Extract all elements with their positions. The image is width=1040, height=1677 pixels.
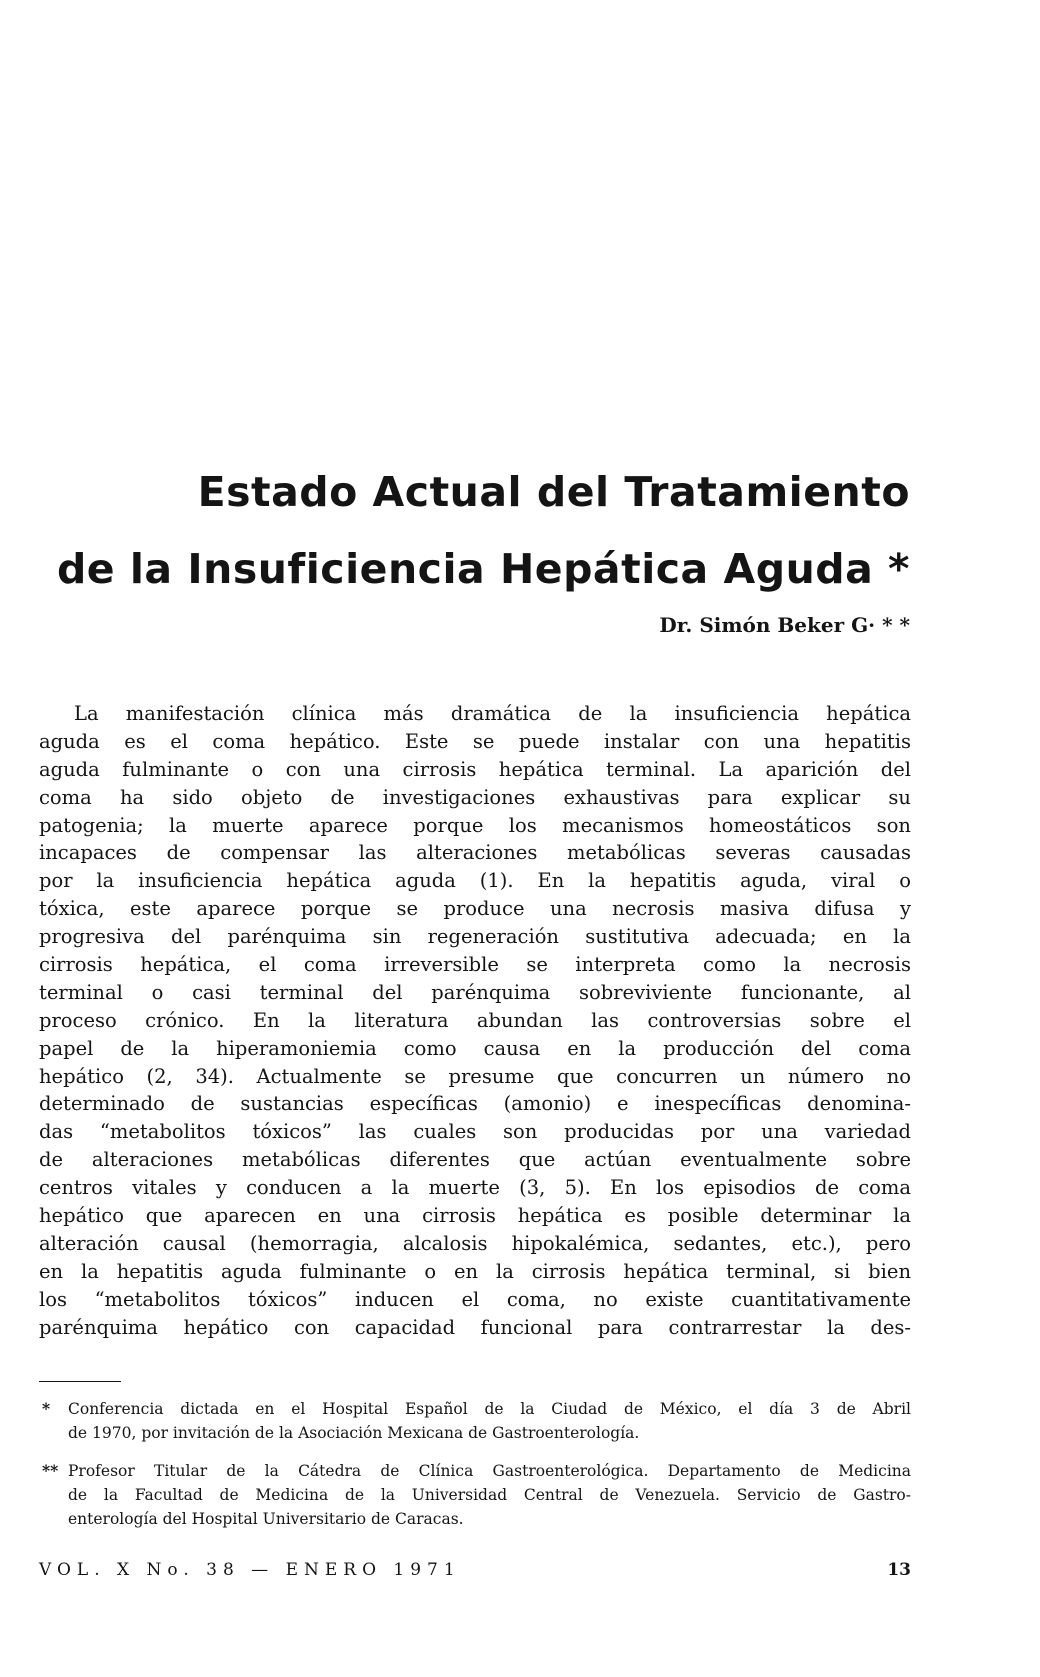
- body-line: parénquima hepático con capacidad funcional para contrarrestar la des-: [39, 1315, 911, 1339]
- body-line: hepático (2, 34). Actualmente se presume que concurren un número no: [39, 1064, 911, 1088]
- article-author: Dr. Simón Beker G· * *: [659, 613, 910, 637]
- footnote-line: Conferencia dictada en el Hospital Español de la Ciudad de México, el día 3 de Abril: [68, 1400, 911, 1418]
- body-line: en la hepatitis aguda fulminante o en la cirrosis hepática terminal, si bien: [39, 1259, 911, 1283]
- footnote-line: Profesor Titular de la Cátedra de Clínica Gastroenterológica. Departamento de Medicina: [68, 1462, 911, 1480]
- body-line: das “metabolitos tóxicos” las cuales son producidas por una variedad: [39, 1120, 911, 1144]
- journal-volume-info: VOL. X No. 38 — ENERO 1971: [39, 1560, 461, 1580]
- body-line: determinado de sustancias específicas (amonio) e inespecíficas denomina-: [39, 1092, 911, 1116]
- footnote-marker: **: [42, 1461, 59, 1480]
- body-line: coma ha sido objeto de investigaciones exhaustivas para explicar su: [39, 785, 911, 809]
- footnote-line: de 1970, por invitación de la Asociación Mexicana de Gastroenterología.: [68, 1424, 640, 1442]
- article-title-line-2: de la Insuficiencia Hepática Aguda *: [56, 545, 910, 593]
- footnote-line: de la Facultad de Medicina de la Universidad Central de Venezuela. Servicio de Gastro-: [68, 1486, 911, 1504]
- article-body: [39, 700, 911, 1341]
- footnote-2: [39, 1459, 911, 1531]
- body-line: La manifestación clínica más dramática de la insuficiencia hepática: [74, 702, 911, 725]
- body-line: progresiva del parénquima sin regeneración sustitutiva adecuada; en la: [39, 925, 911, 949]
- body-line: terminal o casi terminal del parénquima sobreviviente funcionante, al: [39, 980, 911, 1004]
- body-line: de alteraciones metabólicas diferentes que actúan eventualmente sobre: [39, 1148, 911, 1172]
- body-line: patogenia; la muerte aparece porque los mecanismos homeostáticos son: [39, 813, 911, 837]
- body-line: los “metabolitos tóxicos” inducen el coma, no existe cuantitativamente: [39, 1287, 911, 1311]
- article-title-line-1: Estado Actual del Tratamiento: [197, 468, 910, 516]
- body-line: hepático que aparecen en una cirrosis hepática es posible determinar la: [39, 1204, 911, 1228]
- footnote-line: enterología del Hospital Universitario de Caracas.: [68, 1510, 464, 1528]
- body-line: cirrosis hepática, el coma irreversible se interpreta como la necrosis: [39, 953, 911, 977]
- page-number: 13: [887, 1560, 911, 1580]
- body-line: aguda fulminante o con una cirrosis hepática terminal. La aparición del: [39, 757, 911, 781]
- body-line: tóxica, este aparece porque se produce una necrosis masiva difusa y: [39, 897, 911, 921]
- body-line: alteración causal (hemorragia, alcalosis hipokalémica, sedantes, etc.), pero: [39, 1231, 911, 1255]
- body-line: aguda es el coma hepático. Este se puede instalar con una hepatitis: [39, 729, 911, 753]
- body-line: por la insuficiencia hepática aguda (1). En la hepatitis aguda, viral o: [39, 869, 911, 893]
- footnote-1: [39, 1397, 911, 1445]
- footnote-marker: *: [42, 1399, 51, 1418]
- body-line: incapaces de compensar las alteraciones metabólicas severas causadas: [39, 841, 911, 865]
- body-line: proceso crónico. En la literatura abundan las controversias sobre el: [39, 1008, 911, 1032]
- body-line: papel de la hiperamoniemia como causa en la producción del coma: [39, 1036, 911, 1060]
- footnote-separator: [39, 1381, 121, 1382]
- body-line: centros vitales y conducen a la muerte (3, 5). En los episodios de coma: [39, 1176, 911, 1200]
